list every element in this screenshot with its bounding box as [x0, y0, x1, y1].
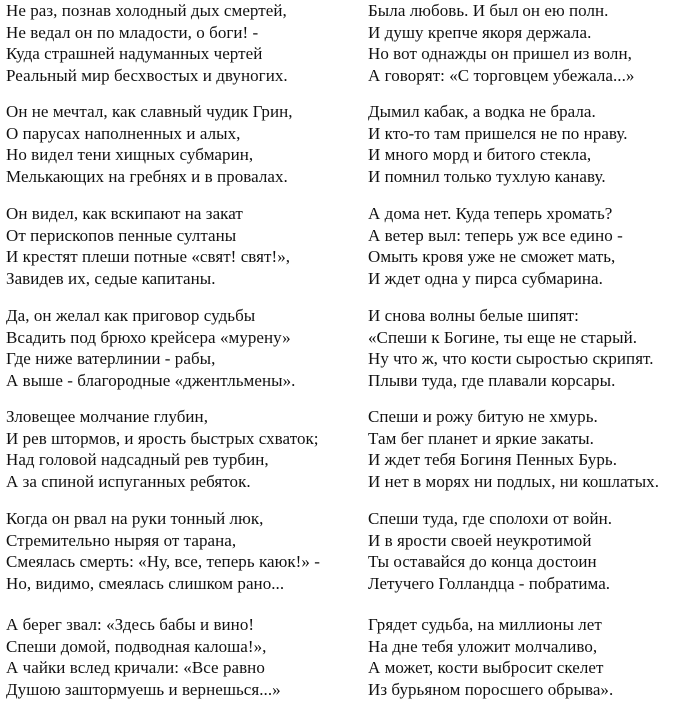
poem-line: Омыть кровя уже не сможет мать, — [368, 247, 616, 266]
poem-line: Ты оставайся до конца достоин — [368, 552, 597, 571]
stanza-right-2 — [368, 101, 628, 187]
poem-line: А может, кости выбросит скелет — [368, 658, 604, 677]
poem-line: И снова волны белые шипят: — [368, 306, 579, 325]
stanza-left-2 — [6, 101, 293, 187]
poem-line: Зловещее молчание глубин, — [6, 407, 208, 426]
poem-line: И много морд и битого стекла, — [368, 145, 592, 164]
poem-line: Там бег планет и яркие закаты. — [368, 428, 594, 448]
poem-line: И рев штормов, и ярость быстрых схваток; — [6, 428, 319, 448]
poem-line: Но видел тени хищных субмарин, — [6, 145, 254, 164]
poem-line: Была любовь. И был он ею полн. — [368, 1, 609, 20]
stanza-left-5 — [6, 406, 319, 492]
poem-line: А за спиной испуганных ребяток. — [6, 471, 251, 491]
stanza-left-6 — [6, 508, 320, 594]
poem-line: И душу крепче якоря держала. — [368, 22, 592, 42]
stanza-right-4 — [368, 305, 654, 391]
poem-line: Стремительно ныряя от тарана, — [6, 530, 237, 550]
poem-line: Но вот однажды он пришел из волн, — [368, 44, 632, 63]
poem-line: Мелькающих на гребнях и в провалах. — [6, 166, 288, 186]
poem-line: Не ведал он по младости, о боги! - — [6, 22, 259, 42]
poem-line: А чайки вслед кричали: «Все равно — [6, 658, 265, 677]
poem-line: Летучего Голландца - побратима. — [368, 573, 611, 593]
poem-line: Где ниже ватерлинии - рабы, — [6, 349, 216, 368]
stanza-right-3 — [368, 203, 623, 289]
poem-line: А говорят: «С торговцем убежала...» — [368, 65, 635, 85]
poem-line: И крестят плеши потные «свят! свят!», — [6, 247, 291, 266]
poem-line: «Спеши к Богине, ты еще не старый. — [368, 327, 638, 347]
poem-line: Куда страшней надуманных чертей — [6, 44, 263, 63]
poem-line: А берег звал: «Здесь бабы и вино! — [6, 615, 255, 634]
stanza-left-1 — [6, 0, 288, 86]
stanza-right-6 — [368, 508, 612, 594]
stanza-right-7 — [368, 614, 613, 700]
stanza-left-4 — [6, 305, 295, 391]
poem-line: А дома нет. Куда теперь хромать? — [368, 204, 613, 223]
poem-line: Да, он желал как приговор судьбы — [6, 306, 256, 325]
poem-line: Спеши туда, где сполохи от войн. — [368, 509, 613, 528]
poem-line: И кто-то там пришелся не по нраву. — [368, 123, 628, 143]
poem-line: На дне тебя уложит молчаливо, — [368, 636, 598, 656]
poem-line: А ветер выл: теперь уж все едино - — [368, 225, 623, 245]
poem-line: Ну что ж, что кости сыростью скрипят. — [368, 349, 654, 368]
poem-line: Всадить под брюхо крейсера «мурену» — [6, 327, 291, 347]
poem-line: Реальный мир бесхвостых и двуногих. — [6, 65, 288, 85]
poem-line: Над головой надсадный рев турбин, — [6, 450, 269, 469]
poem-line: Душою заштормуешь и вернешься...» — [6, 679, 281, 699]
poem-line: Спеши домой, подводная калоша!», — [6, 636, 267, 656]
stanza-left-3 — [6, 203, 290, 289]
poem-line: И помнил только тухлую канаву. — [368, 166, 606, 186]
poem-line: Завидев их, седые капитаны. — [6, 268, 216, 288]
poem-line: Спеши и рожу битую не хмурь. — [368, 407, 598, 426]
poem-line: От перископов пенные султаны — [6, 225, 237, 245]
poem-line: И нет в морях ни подлых, ни кошлатых. — [368, 471, 660, 491]
poem-line: Смеялась смерть: «Ну, все, теперь каюк!» - — [6, 552, 320, 571]
poem-line: И ждет одна у пирса субмарина. — [368, 268, 603, 288]
stanza-right-5 — [368, 406, 659, 492]
poem-line: Он не мечтал, как славный чудик Грин, — [6, 102, 293, 121]
poem-line: Он видел, как вскипают на закат — [6, 204, 243, 223]
poem-line: Из бурьяном поросшего обрыва». — [368, 679, 614, 699]
poem-line: А выше - благородные «джентльмены». — [6, 370, 296, 390]
stanza-left-7 — [6, 614, 281, 700]
poem-line: Дымил кабак, а водка не брала. — [368, 102, 596, 121]
poem-line: Плыви туда, где плавали корсары. — [368, 370, 616, 390]
poem-line: И ждет тебя Богиня Пенных Бурь. — [368, 450, 617, 469]
poem-line: О парусах наполненных и алых, — [6, 123, 241, 143]
poem-line: Когда он рвал на руки тонный люк, — [6, 509, 264, 528]
poem-line: И в ярости своей неукротимой — [368, 530, 592, 550]
poem-line: Не раз, познав холодный дых смертей, — [6, 1, 287, 20]
poem-line: Но, видимо, смеялась слишком рано... — [6, 573, 285, 593]
poem-line: Грядет судьба, на миллионы лет — [368, 615, 602, 634]
stanza-right-1 — [368, 0, 634, 86]
